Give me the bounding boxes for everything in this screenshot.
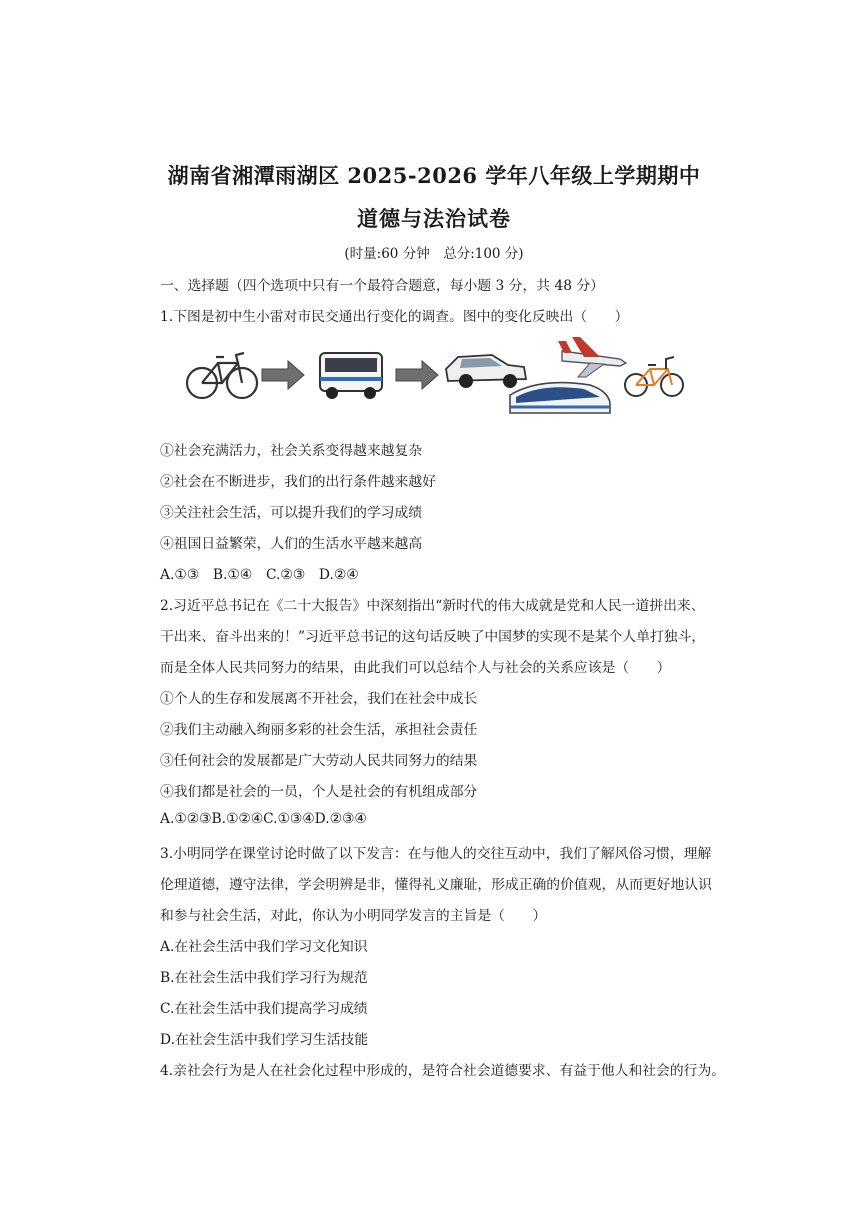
arrow-icon [262, 361, 304, 389]
section-heading: 一、选择题（四个选项中只有一个最符合题意，每小题 3 分，共 48 分） [160, 278, 604, 294]
q3-stem-line2: 伦理道德，遵守法律，学会明辨是非，懂得礼义廉耻，形成正确的价值观，从而更好地认识 [160, 877, 712, 893]
q3-stem-line1: 3.小明同学在课堂讨论时做了以下发言：在与他人的交往互动中，我们了解风俗习惯，理解 [160, 846, 712, 862]
q3-stem-line3: 和参与社会生活，对此，你认为小明同学发言的主旨是（ ） [160, 908, 547, 924]
q3-option-d: D.在社会生活中我们学习生活技能 [160, 1032, 369, 1048]
exam-title-line1: 湖南省湘潭雨湖区 2025-2026 学年八年级上学期期中 [167, 163, 701, 188]
q1-option-4: ④祖国日益繁荣，人们的生活水平越来越高 [160, 536, 423, 552]
q1-answer-choices: A.①③ B.①④ C.②③ D.②④ [160, 567, 359, 583]
q2-option-2: ②我们主动融入绚丽多彩的社会生活，承担社会责任 [160, 722, 478, 738]
bicycle-icon [187, 353, 257, 398]
high-speed-train-icon [510, 383, 610, 413]
transport-change-figure [180, 333, 700, 423]
q1-option-2: ②社会在不断进步，我们的出行条件越来越好 [160, 474, 436, 490]
exam-title-line2: 道德与法治试卷 [357, 206, 511, 231]
q2-stem-line1: 2.习近平总书记在《二十大报告》中深刻指出“新时代的伟大成就是党和人民一道拼出来、 [160, 598, 705, 614]
q1-stem: 1.下图是初中生小雷对市民交通出行变化的调查。图中的变化反映出（ ） [160, 309, 629, 325]
car-icon [446, 355, 526, 388]
exam-info: (时量:60 分钟 总分:100 分) [344, 246, 524, 262]
q2-stem-line2: 干出来、奋斗出来的！”习近平总书记的这句话反映了中国梦的实现不是某个人单打独斗， [160, 629, 706, 645]
arrow-icon [396, 361, 438, 389]
airplane-icon [558, 337, 626, 377]
q1-option-1: ①社会充满活力，社会关系变得越来越复杂 [160, 443, 423, 459]
q2-option-1: ①个人的生存和发展离不开社会，我们在社会中成长 [160, 691, 478, 707]
q3-option-b: B.在社会生活中我们学习行为规范 [160, 970, 368, 986]
q2-stem-line3: 而是全体人民共同努力的结果，由此我们可以总结个人与社会的关系应该是（ ） [160, 660, 671, 676]
q3-option-a: A.在社会生活中我们学习文化知识 [160, 939, 368, 955]
q4-stem-line1: 4.亲社会行为是人在社会化过程中形成的，是符合社会道德要求、有益于他人和社会的行为。 [160, 1063, 726, 1079]
q2-option-4: ④我们都是社会的一员，个人是社会的有机组成部分 [160, 784, 478, 800]
shared-bike-icon [625, 357, 683, 396]
q1-option-3: ③关注社会生活，可以提升我们的学习成绩 [160, 505, 423, 521]
bus-icon [320, 353, 382, 399]
q3-option-c: C.在社会生活中我们提高学习成绩 [160, 1001, 368, 1017]
q2-answer-choices: A.①②③B.①②④C.①③④D.②③④ [160, 811, 367, 827]
q2-option-3: ③任何社会的发展都是广大劳动人民共同努力的结果 [160, 753, 478, 769]
